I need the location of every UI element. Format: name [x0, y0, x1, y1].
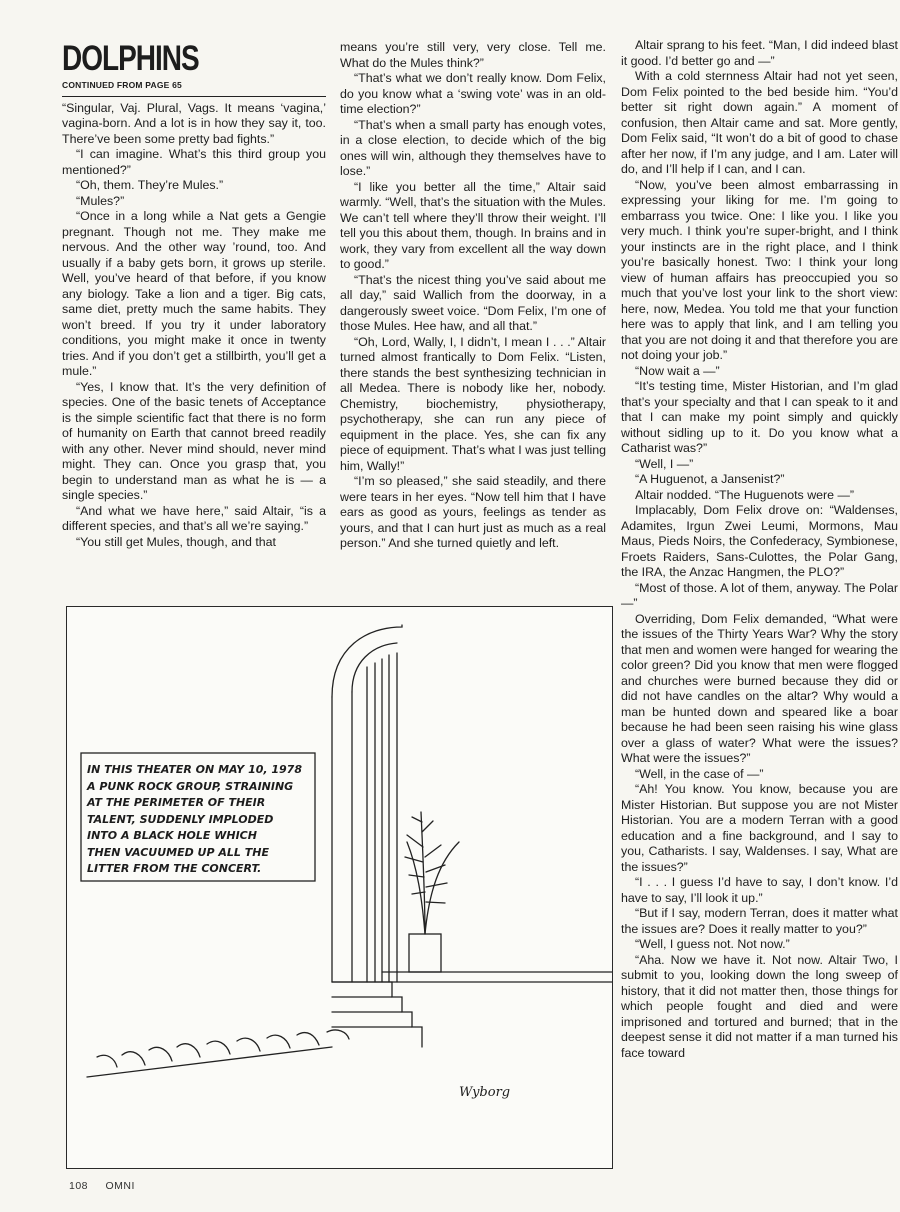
paragraph: Altair sprang to his feet. “Man, I did indeed blast it good. I’d better go and —”	[621, 38, 898, 68]
paragraph: Altair nodded. “The Huguenots were —”	[635, 487, 855, 502]
paragraph: “A Huguenot, a Jansenist?”	[635, 472, 785, 486]
caption-line: A PUNK ROCK GROUP, STRAINING	[87, 779, 294, 793]
paragraph: “And what we have here,” said Altair, “is a different species, and that’s all we’re saying.”	[62, 503, 326, 533]
paragraph: “Singular, Vaj. Plural, Vags. It means ‘vagina,’ vagina-born. And a lot is in how they say it, too. There’ve been some pretty bad fights.”	[62, 100, 326, 146]
paragraph: “Once in a long while a Nat gets a Gengie pregnant. Though not me. They make me nervous. And the other way ’round, too. And usually if a baby gets born, it grows up sterile. Well, you’ve heard of that before, if you know any biology. Take a lion and a tiger. Big cats, same diet, pretty much the same habits. They won’t breed. If you try it under laboratory conditions, you might make it once in twenty tries. And if you don’t get a stillbirth, you’ll get a mule.”	[62, 209, 326, 378]
paragraph: Implacably, Dom Felix drove on: “Waldenses, Adamites, Irgun Zwei Leumi, Mormons, Mau Maus, Pieds Noirs, the Confederacy, Symbionese, Froets Raiders, Sans-Culottes, the Polar Gang, the IRA, the Anzac Hangmen, the PLO?”	[621, 503, 898, 579]
paragraph: “Now wait a —”	[635, 363, 720, 378]
page-footer	[69, 1180, 149, 1192]
paragraph: “Well, in the case of —”	[635, 766, 764, 781]
article-title: DOLPHINS	[62, 38, 199, 78]
paragraph: “Yes, I know that. It’s the very definition of species. One of the basic tenets of Acceptance is the simple scientific fact that there is no form of humanity on Earth that cannot breed readily with any other. Never mind should, never mind might. They can. Once you grasp that, you begin to understand man as what he is — a single species.”	[62, 379, 326, 502]
cartoon-drawing	[67, 607, 612, 1168]
magazine-name: OMNI	[105, 1180, 135, 1192]
cartoon-caption	[87, 762, 309, 878]
paragraph: “Mules?”	[76, 193, 125, 208]
article-column-1	[62, 40, 326, 550]
paragraph: “That’s the nicest thing you’ve said about me all day,” said Wallich from the doorway, in a dangerously sweet voice. “Dom Felix, I’m one of those Mules. Hee haw, and all that.”	[340, 272, 606, 333]
paragraph: “Well, I —”	[635, 456, 694, 471]
paragraph: “Well, I guess not. Not now.”	[635, 937, 790, 951]
paragraph: “I can imagine. What’s this third group you mentioned?”	[62, 147, 326, 177]
paragraph: “It’s testing time, Mister Historian, and I’m glad that’s your specialty and that I can speak to it and that I can make my point simply and quickly without sidling up to it. Do you know what a Catharist was?”	[621, 379, 898, 455]
caption-line: AT THE PERIMETER OF THEIR	[87, 796, 266, 809]
paragraph: “Now, you’ve been almost embarrassing in expressing your liking for me. I’m going to embarrass you twice. One: I like you. I like you very much. I think you’re super-bright, and I think your instincts are in the right place, and I think you’re basically honest. Two: I think your long view of human affairs has preoccupied you so much that you’ve lost your link to the short view: here, now, Medea. You told me that your function here was to apply that link, and I am telling you that you are not doing it and that therefore you are not doing your job.”	[621, 177, 898, 362]
cartoonist-signature: Wyborg	[459, 1085, 511, 1100]
paragraph: “Oh, Lord, Wally, I, I didn’t, I mean I . . .” Altair turned almost frantically to Dom Felix. “Listen, there stands the best synthesizing technician in all Medea. There is nobody like her, nobody. Chemistry, biochemistry, physiotherapy, psychotherapy, she can run any piece of equipment in the place. Yes, she can fix any piece of equipment. That’s what I was just telling him, Wally!”	[340, 334, 606, 473]
paragraph: “Oh, them. They’re Mules.”	[76, 178, 224, 192]
paragraph: “I . . . I guess I’d have to say, I don’t know. I’d have to say, I’ll look it up.”	[621, 875, 898, 905]
paragraph: “I’m so pleased,” she said steadily, and there were tears in her eyes. “Now tell him that I have ears as good as yours, feelings as tender as yours, and that I can hurt just as much as a real person.” And she turned quietly and left.	[340, 474, 606, 550]
paragraph: “You still get Mules, though, and that	[76, 534, 276, 549]
caption-line: INTO A BLACK HOLE WHICH	[87, 829, 257, 842]
article-column-3	[621, 38, 898, 1061]
page-number: 108	[69, 1180, 89, 1192]
paragraph: “I like you better all the time,” Altair said warmly. “Well, that’s the situation with the Mules. We can’t tell where they’ll throw their weight. I’ll tell you this about them, though. In brains and in work, they vary from excellent all the way down to good.”	[340, 179, 606, 271]
caption-line: IN THIS THEATER ON MAY 10, 1978	[87, 763, 302, 776]
paragraph: “But if I say, modern Terran, does it matter what the issues are? Does it really matter to you?”	[621, 906, 898, 936]
paragraph: means you’re still very, very close. Tell me. What do the Mules think?”	[340, 40, 606, 70]
continued-note: CONTINUED FROM PAGE 65	[62, 78, 326, 97]
cartoon	[66, 606, 613, 1169]
paragraph: “That’s what we don’t really know. Dom Felix, do you know what a ‘swing vote’ was in an old-time election?”	[340, 71, 606, 116]
paragraph: “Ah! You know. You know, because you are Mister Historian. But suppose you are not Mister Historian. You are a modern Terran with a good education and a fine background, and I say to you, Catharists. I say, Waldenses. I say, What are the issues?”	[621, 782, 898, 874]
paragraph: “Aha. Now we have it. Not now. Altair Two, I submit to you, looking down the long sweep of history, that it did not matter then, those things for which people fought and died and were imprisoned and tortured and burned; that in the deepest sense it did not matter if a man turned his face toward	[621, 952, 898, 1060]
paragraph: Overriding, Dom Felix demanded, “What were the issues of the Thirty Years War? Why the story that men and women were hanged for wearing the color green? Did you know that men were flogged and churches were burned because they did or did not have candles on the altar? Why would a man be hunted down and speared like a boar because he had been seen raising his wine glass over a glass of water? What were the issues? What were the issues?”	[621, 611, 898, 765]
article-column-2	[340, 40, 606, 552]
paragraph: “That’s when a small party has enough votes, in a close election, to decide which of the big ones will win, although they themselves have to lose.”	[340, 117, 606, 178]
paragraph: “Most of those. A lot of them, anyway. The Polar —”	[621, 580, 898, 610]
caption-line: THEN VACUUMED UP ALL THE	[87, 845, 269, 859]
caption-line: LITTER FROM THE CONCERT.	[87, 862, 262, 875]
paragraph: With a cold sternness Altair had not yet seen, Dom Felix pointed to the bed beside him. “You’d better sit right down again.” A moment of confusion, then Altair came and sat. More gently, Dom Felix said, “It won’t do a bit of good to chase after her now, if I’m any judge, and I am. Later will do, and I’ll help if I can, and I can.	[621, 69, 898, 176]
caption-line: TALENT, SUDDENLY IMPLODED	[87, 812, 274, 826]
